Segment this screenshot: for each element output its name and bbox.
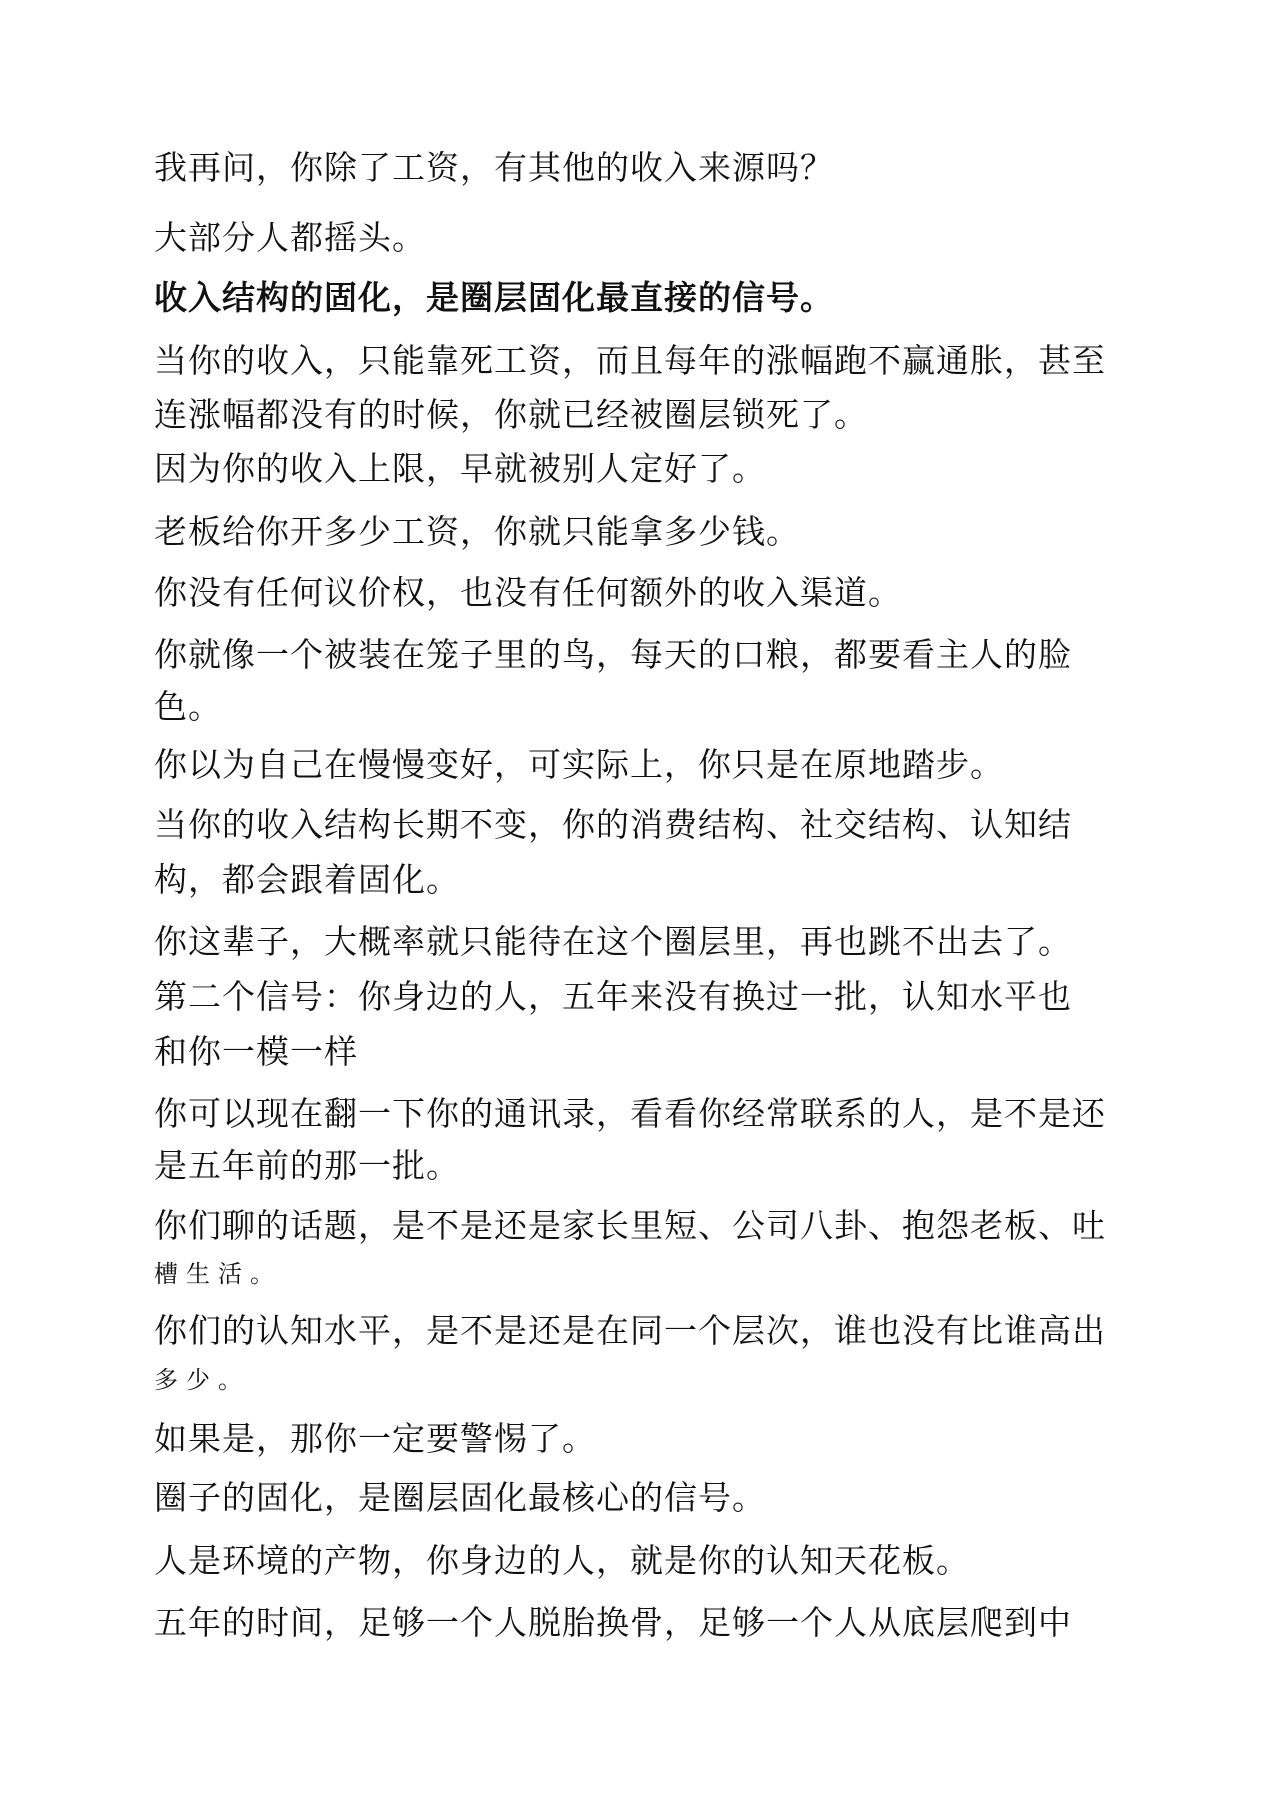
paragraph-line: 当你的收入，只能靠死工资，而且每年的涨幅跑不赢通胀，甚至 bbox=[154, 341, 1106, 380]
paragraph-line: 当你的收入结构长期不变，你的消费结构、社交结构、认知结 bbox=[154, 805, 1072, 844]
paragraph-line: 你们的认知水平，是不是还是在同一个层次，谁也没有比谁高出 bbox=[154, 1311, 1106, 1350]
paragraph-line: 你以为自己在慢慢变好，可实际上，你只是在原地踏步。 bbox=[154, 745, 1004, 784]
paragraph-line: 你没有任何议价权，也没有任何额外的收入渠道。 bbox=[154, 573, 902, 612]
paragraph-line: 多少。 bbox=[154, 1366, 250, 1394]
paragraph-line: 五年的时间，足够一个人脱胎换骨，足够一个人从底层爬到中 bbox=[154, 1603, 1072, 1642]
paragraph-line: 圈子的固化，是圈层固化最核心的信号。 bbox=[154, 1478, 766, 1517]
paragraph-line: 你们聊的话题，是不是还是家长里短、公司八卦、抱怨老板、吐 bbox=[154, 1206, 1106, 1245]
paragraph-line: 是五年前的那一批。 bbox=[154, 1146, 460, 1185]
paragraph-line: 你就像一个被装在笼子里的鸟，每天的口粮，都要看主人的脸 bbox=[154, 635, 1072, 674]
paragraph-line: 因为你的收入上限，早就被别人定好了。 bbox=[154, 449, 766, 488]
paragraph-line: 你可以现在翻一下你的通讯录，看看你经常联系的人，是不是还 bbox=[154, 1094, 1106, 1133]
paragraph-line: 人是环境的产物，你身边的人，就是你的认知天花板。 bbox=[154, 1541, 970, 1580]
paragraph-line: 色。 bbox=[154, 687, 222, 726]
paragraph-line: 连涨幅都没有的时候，你就已经被圈层锁死了。 bbox=[154, 395, 868, 434]
paragraph-line: 如果是，那你一定要警惕了。 bbox=[154, 1419, 596, 1458]
emphasis-line: 收入结构的固化，是圈层固化最直接的信号。 bbox=[154, 278, 834, 317]
paragraph-line: 第二个信号：你身边的人，五年来没有换过一批，认知水平也 bbox=[154, 977, 1072, 1016]
paragraph-line: 构，都会跟着固化。 bbox=[154, 860, 460, 899]
paragraph-line: 我再问，你除了工资，有其他的收入来源吗？ bbox=[154, 148, 834, 187]
paragraph-line: 和你一模一样 bbox=[154, 1032, 358, 1071]
paragraph-line: 大部分人都摇头。 bbox=[154, 218, 426, 257]
paragraph-line: 老板给你开多少工资，你就只能拿多少钱。 bbox=[154, 512, 800, 551]
paragraph-line: 你这辈子，大概率就只能待在这个圈层里，再也跳不出去了。 bbox=[154, 922, 1072, 961]
paragraph-line: 槽生活。 bbox=[154, 1260, 282, 1288]
